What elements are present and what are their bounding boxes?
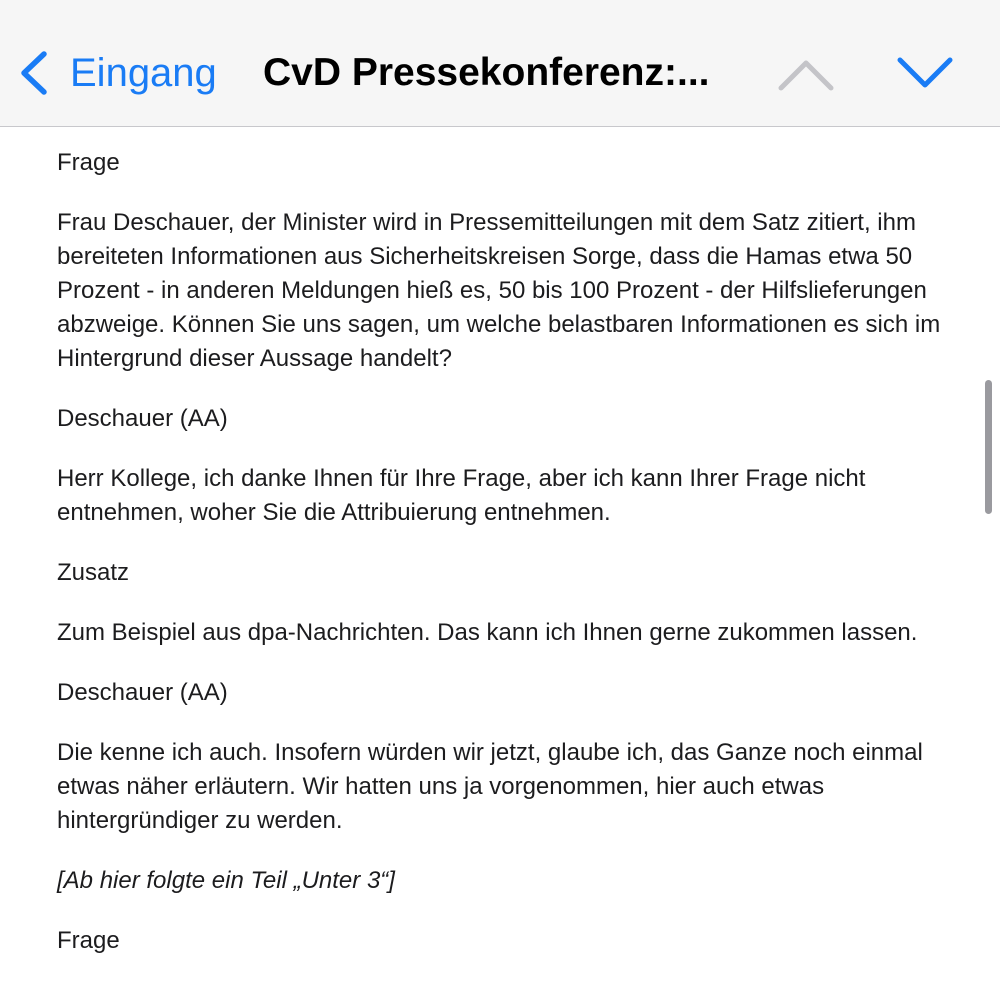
message-paragraph: Frau Deschauer, der Minister wird in Pressemitteilungen mit dem Satz zitiert, ihm bereiteten Informationen aus Sicherheitskreisen Sorge, dass die Hamas etwa 50 Prozent - in anderen Meldungen hieß es, 50 bis 100 Prozent - der Hilfslieferungen abzweige. Können Sie uns sagen, um welche belastbaren Informationen es sich im Hintergrund dieser Aussage handelt? xyxy=(57,209,941,372)
speaker-label: Deschauer (AA) xyxy=(57,405,228,432)
next-message-button[interactable] xyxy=(895,52,955,96)
previous-message-button[interactable] xyxy=(776,52,836,96)
message-paragraph: Zum Beispiel aus dpa-Nachrichten. Das kann ich Ihnen gerne zukommen lassen. xyxy=(57,619,918,646)
editorial-note: [Ab hier folgte ein Teil „Unter 3“] xyxy=(57,867,395,894)
chevron-down-icon xyxy=(895,52,955,96)
message-paragraph: Herr Kollege, ich danke Ihnen für Ihre Frage, aber ich kann Ihrer Frage nicht entnehmen, woher Sie die Attribuierung entnehmen. xyxy=(57,465,866,526)
message-subject-title: CvD Pressekonferenz:... xyxy=(263,51,710,94)
back-button-label: Eingang xyxy=(70,51,217,95)
navigation-bar xyxy=(0,0,1000,127)
message-paragraph: Die kenne ich auch. Insofern würden wir jetzt, glaube ich, das Ganze noch einmal etwas näher erläutern. Wir hatten uns ja vorgenommen, hier auch etwas hintergründiger zu werden. xyxy=(57,739,923,834)
speaker-label: Frage xyxy=(57,927,120,954)
speaker-label: Deschauer (AA) xyxy=(57,679,228,706)
back-button[interactable] xyxy=(18,44,217,102)
chevron-left-icon xyxy=(18,51,48,95)
chevron-up-icon xyxy=(776,52,836,96)
speaker-label: Frage xyxy=(57,149,120,176)
vertical-scrollbar[interactable] xyxy=(985,380,992,514)
speaker-label: Zusatz xyxy=(57,559,130,586)
message-body xyxy=(57,146,947,984)
